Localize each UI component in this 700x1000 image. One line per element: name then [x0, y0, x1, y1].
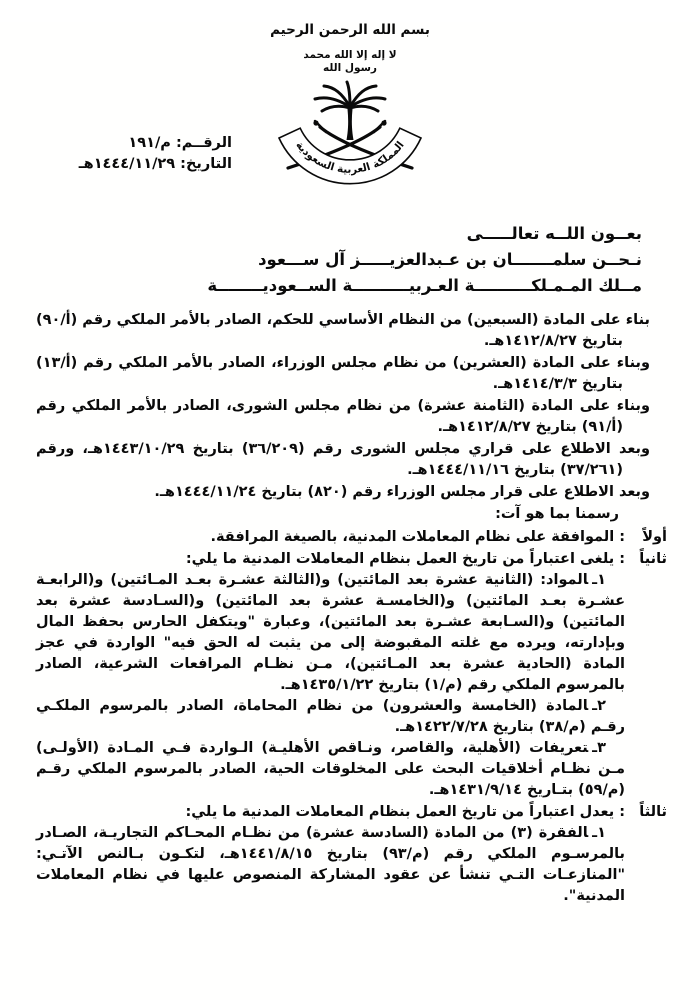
- national-emblem-icon: [259, 77, 441, 191]
- clause-item: [36, 823, 625, 907]
- royal-intro: [0, 221, 700, 299]
- clause-colon: :: [619, 529, 625, 546]
- item-text: المواد: (الثانية عشرة بعد المائتين) و(الثالثة عشـرة بعـد المـائتين) و(الرابعـة عشـرة بعـد المائتين) و(الخامسـة عشرة بعد المائتين) و(السـادسة عشرة بعد المائتين) و(السـابعة عشـرة بعد المائتين)، وعبارة "ويتكفل الحارس بحفظ المال وبإدارته، ويرده مع غلته المقبوضة إلى من يثبت له الحق فيه" الواردة في عجز المادة (الحادية عشرة بعد المـائتين)، مـن نظـام المرافعات الشرعية، الصادر بالمرسوم الملكي رقم (م/١) بتاريخ ١٤٣٥/١/٢٢هـ.: [36, 572, 625, 694]
- item-number: ١ـ: [592, 572, 606, 589]
- clause-item: [36, 696, 625, 738]
- clauses: [0, 527, 700, 907]
- clause-body: [36, 527, 625, 548]
- emblem-banner-text: المملكة العربية السعودية: [293, 139, 407, 177]
- item-number: ٣ـ: [592, 740, 606, 757]
- clause-colon: :: [619, 804, 625, 821]
- clause-text-row: [36, 802, 625, 823]
- ref-number-row: [24, 133, 232, 154]
- king-name-line: نـحــن سلمـــــــان بن عـبدالعزيـــــز آل ســـعود: [258, 250, 642, 270]
- clause-colon: :: [619, 551, 625, 568]
- document-page: [0, 22, 700, 1000]
- ref-number-label: الرقــم:: [175, 135, 232, 152]
- item-text: الفقرة (٣) من المادة (السادسة عشرة) من نظـام المحـاكم التجاريـة، الصـادر بالمرسـوم الملكي رقم (م/٩٣) بتاريخ ١٤٤١/٨/١٥هـ، لتكـون بـالنص الآتـي: "المنازعـات التـي تنشأ عن عقود المشاركة المنصوص عليها في نظام المعاملات المدنية".: [36, 825, 625, 905]
- clause-text: الموافقة على نظام المعاملات المدنية، بالصيغة المرافقة.: [210, 529, 615, 546]
- clause-body: [36, 802, 625, 907]
- item-number: ٢ـ: [592, 698, 606, 715]
- clause-item: [36, 738, 625, 801]
- clause-text: يلغى اعتباراً من تاريخ العمل بنظام المعاملات المدنية ما يلي:: [185, 551, 615, 568]
- preamble-paragraph: وبعد الاطلاع على قراري مجلس الشورى رقم (٣٦/٢٠٩) بتاريخ ١٤٤٣/١٠/٢٩هـ، ورقم (٣٧/٢٦١) بتاريخ ١٤٤٤/١١/١٦هـ.: [36, 441, 650, 479]
- clause-text: يعدل اعتباراً من تاريخ العمل بنظام المعاملات المدنية ما يلي:: [185, 804, 615, 821]
- clause-label: ثالثاً: [639, 804, 667, 821]
- preamble-paragraph: وبعد الاطلاع على قرار مجلس الوزراء رقم (٨٢٠) بتاريخ ١٤٤٤/١١/٢٤هـ.: [154, 484, 650, 501]
- shahada-calligraphy: لا إله إلا الله محمد رسول الله: [303, 49, 397, 75]
- preamble: [0, 310, 700, 525]
- preamble-paragraph: وبناء على المادة (الثامنة عشرة) من نظام مجلس الشورى، الصادر بالأمر الملكي رقم (أ/٩١) بتاريخ ١٤١٢/٨/٢٧هـ.: [36, 398, 650, 436]
- king-title-line: مــلك المـمـلكــــــــــة العـربيــــــــــة الســعوديــــــــة: [207, 276, 642, 296]
- item-number: ١ـ: [592, 825, 606, 842]
- item-text: المادة (الخامسة والعشرون) من نظام المحاماة، الصادر بالمرسوم الملكـي رقـم (م/٣٨) بتاريخ ١٤٢٢/٧/٢٨هـ.: [36, 698, 625, 736]
- letterhead: [0, 77, 700, 195]
- preamble-paragraph: بناء على المادة (السبعين) من النظام الأساسي للحكم، الصادر بالأمر الملكي رقم (أ/٩٠) بتاريخ ١٤١٢/٨/٢٧هـ.: [36, 312, 650, 350]
- clause-body: [36, 549, 625, 801]
- palm-trunk: [347, 109, 354, 140]
- ref-number-value: م/١٩١: [128, 135, 171, 152]
- invocation-line: بعــون اللــه تعالـــــى: [466, 224, 642, 244]
- clause-label: أولاً: [642, 529, 667, 546]
- reference-block: [24, 133, 232, 175]
- clause-item: [36, 570, 625, 696]
- palm-tree-icon: [315, 82, 385, 111]
- preamble-paragraph: وبناء على المادة (العشرين) من نظام مجلس الوزراء، الصادر بالأمر الملكي رقم (أ/١٣) بتاريخ ١٤١٤/٣/٣هـ.: [36, 355, 650, 393]
- item-text: تعريفات (الأهلية، والقاصر، ونـاقص الأهليـة) الـواردة فـي المـادة (الأولـى) مـن نظـام أخلاقيات البحث على المخلوقات الحية، الصادر بالمرسوم الملكي رقـم (م/٥٩) بتـاريخ ١٤٣١/٩/١٤هـ.: [36, 740, 625, 799]
- clause-second: [36, 549, 667, 801]
- clause-third: [36, 802, 667, 907]
- bismillah-calligraphy: بسم الله الرحمن الرحيم: [270, 22, 430, 38]
- ref-date-row: [24, 154, 232, 175]
- clause-first: [36, 527, 667, 548]
- clause-text-row: [36, 549, 625, 570]
- ref-date-label: التاريخ:: [180, 156, 232, 173]
- ref-date-value: ١٤٤٤/١١/٢٩هـ: [78, 156, 176, 173]
- clause-label: ثانياً: [639, 551, 667, 568]
- decree-intro-line: رسمنا بما هو آت:: [495, 506, 619, 523]
